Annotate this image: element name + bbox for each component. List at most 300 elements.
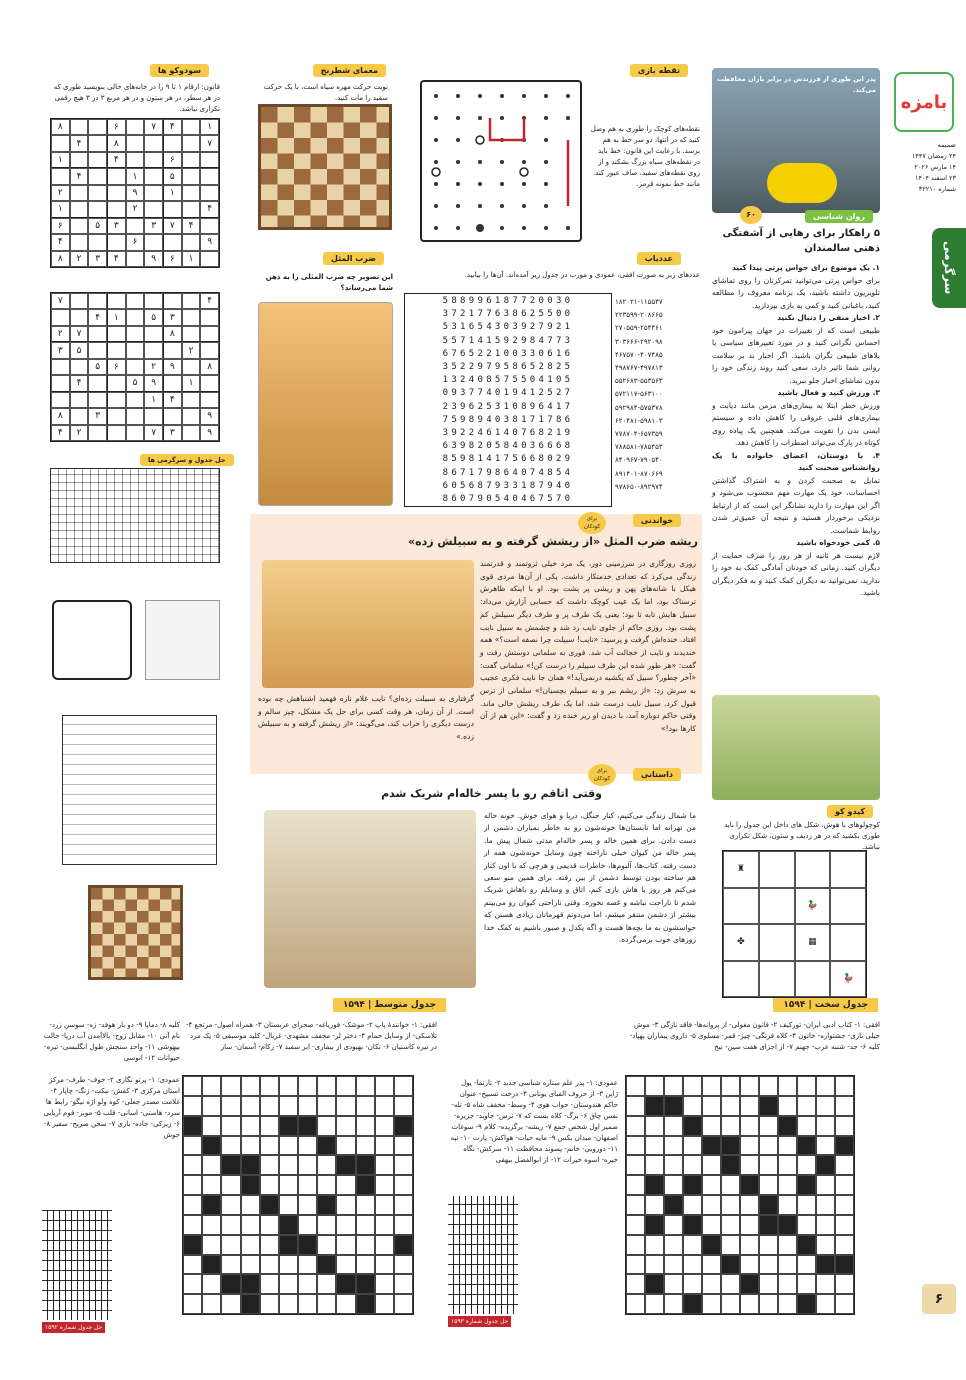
- crossword-cell[interactable]: [279, 1195, 298, 1215]
- crossword-cell[interactable]: [797, 1175, 816, 1195]
- crossword-cell[interactable]: [221, 1274, 240, 1294]
- crossword-cell[interactable]: [702, 1274, 721, 1294]
- crossword-cell[interactable]: [778, 1076, 797, 1096]
- crossword-cell[interactable]: [375, 1235, 394, 1255]
- sudoku-cell[interactable]: [163, 135, 182, 151]
- crossword-cell[interactable]: [317, 1096, 336, 1116]
- crossword-cell[interactable]: [183, 1195, 202, 1215]
- sudoku-cell[interactable]: [126, 152, 145, 168]
- sudoku-cell[interactable]: ۹: [200, 425, 219, 441]
- crossword-cell[interactable]: [740, 1175, 759, 1195]
- crossword-cell[interactable]: [835, 1076, 854, 1096]
- crossword-cell[interactable]: [241, 1155, 260, 1175]
- crossword-cell[interactable]: [317, 1155, 336, 1175]
- crossword-cell[interactable]: [740, 1155, 759, 1175]
- crossword-cell[interactable]: [816, 1136, 835, 1156]
- crossword-cell[interactable]: [183, 1076, 202, 1096]
- crossword-cell[interactable]: [394, 1096, 413, 1116]
- crossword-cell[interactable]: [221, 1116, 240, 1136]
- crossword-cell[interactable]: [797, 1255, 816, 1275]
- sudoku-cell[interactable]: [126, 135, 145, 151]
- crossword-cell[interactable]: [221, 1175, 240, 1195]
- sudoku-cell[interactable]: [200, 168, 219, 184]
- crossword-cell[interactable]: [241, 1235, 260, 1255]
- sudoku-cell[interactable]: [70, 392, 89, 408]
- sudoku-cell[interactable]: [144, 293, 163, 309]
- crossword-cell[interactable]: [279, 1076, 298, 1096]
- sudoku-cell[interactable]: ۸: [51, 251, 70, 267]
- crossword-cell[interactable]: [626, 1155, 645, 1175]
- crossword-cell[interactable]: [759, 1175, 778, 1195]
- crossword-cell[interactable]: [740, 1294, 759, 1314]
- crossword-cell[interactable]: [740, 1096, 759, 1116]
- crossword-cell[interactable]: [221, 1076, 240, 1096]
- crossword-cell[interactable]: [816, 1294, 835, 1314]
- crossword-cell[interactable]: [702, 1155, 721, 1175]
- crossword-cell[interactable]: [816, 1096, 835, 1116]
- crossword-cell[interactable]: [375, 1274, 394, 1294]
- crossword-cell[interactable]: [336, 1215, 355, 1235]
- crossword-cell[interactable]: [626, 1255, 645, 1275]
- crossword-cell[interactable]: [626, 1215, 645, 1235]
- crossword-cell[interactable]: [356, 1076, 375, 1096]
- crossword-cell[interactable]: [721, 1195, 740, 1215]
- crossword-cell[interactable]: [626, 1294, 645, 1314]
- sudoku-cell[interactable]: ۱: [51, 152, 70, 168]
- crossword-cell[interactable]: [375, 1294, 394, 1314]
- crossword-cell[interactable]: [202, 1096, 221, 1116]
- crossword-cell[interactable]: [759, 1274, 778, 1294]
- crossword-cell[interactable]: [183, 1155, 202, 1175]
- crossword-cell[interactable]: [740, 1274, 759, 1294]
- crossword-cell[interactable]: [202, 1235, 221, 1255]
- crossword-cell[interactable]: [626, 1235, 645, 1255]
- sudoku-cell[interactable]: [163, 375, 182, 391]
- sudoku-cell[interactable]: ۳: [163, 425, 182, 441]
- sudoku-cell[interactable]: [88, 168, 107, 184]
- crossword-cell[interactable]: [645, 1215, 664, 1235]
- sudoku-cell[interactable]: ۷: [163, 218, 182, 234]
- sudoku-cell[interactable]: [88, 152, 107, 168]
- crossword-cell[interactable]: [740, 1255, 759, 1275]
- sudoku-cell[interactable]: [182, 168, 201, 184]
- crossword-cell[interactable]: [759, 1155, 778, 1175]
- sudoku-cell[interactable]: [200, 251, 219, 267]
- sudoku-cell[interactable]: [126, 251, 145, 267]
- crossword-cell[interactable]: [721, 1096, 740, 1116]
- crossword-cell[interactable]: [626, 1116, 645, 1136]
- sudoku-cell[interactable]: ۲: [182, 342, 201, 358]
- crossword-cell[interactable]: [740, 1195, 759, 1215]
- crossword-cell[interactable]: [702, 1215, 721, 1235]
- crossword-cell[interactable]: [721, 1255, 740, 1275]
- sudoku-cell[interactable]: [182, 326, 201, 342]
- crossword-cell[interactable]: [645, 1096, 664, 1116]
- sudoku-cell[interactable]: [88, 201, 107, 217]
- crossword-cell[interactable]: [317, 1294, 336, 1314]
- sudoku-cell[interactable]: ۷: [70, 326, 89, 342]
- crossword-cell[interactable]: [759, 1294, 778, 1314]
- sudoku-cell[interactable]: [107, 408, 126, 424]
- sudoku-cell[interactable]: [70, 218, 89, 234]
- sudoku-cell[interactable]: ۲: [70, 251, 89, 267]
- sudoku-cell[interactable]: [70, 293, 89, 309]
- crossword-cell[interactable]: [356, 1274, 375, 1294]
- sudoku-cell[interactable]: ۴: [51, 425, 70, 441]
- crossword-cell[interactable]: [683, 1136, 702, 1156]
- crossword-cell[interactable]: [260, 1255, 279, 1275]
- chess-board[interactable]: [258, 104, 392, 230]
- sudoku-cell[interactable]: [107, 392, 126, 408]
- crossword-cell[interactable]: [645, 1136, 664, 1156]
- crossword-cell[interactable]: [816, 1175, 835, 1195]
- sudoku-cell[interactable]: ۹: [163, 359, 182, 375]
- sudoku-cell[interactable]: [126, 326, 145, 342]
- crossword-cell[interactable]: [356, 1255, 375, 1275]
- sudoku-cell[interactable]: ۱: [163, 185, 182, 201]
- sudoku-cell[interactable]: [200, 326, 219, 342]
- crossword-cell[interactable]: [317, 1136, 336, 1156]
- crossword-cell[interactable]: [664, 1096, 683, 1116]
- crossword-cell[interactable]: [778, 1294, 797, 1314]
- crossword-cell[interactable]: [260, 1294, 279, 1314]
- crossword-cell[interactable]: [645, 1255, 664, 1275]
- sudoku-cell[interactable]: [182, 293, 201, 309]
- crossword-cell[interactable]: [279, 1294, 298, 1314]
- sudoku-cell[interactable]: ۸: [200, 359, 219, 375]
- sudoku-cell[interactable]: [144, 326, 163, 342]
- crossword-cell[interactable]: [702, 1096, 721, 1116]
- sudoku-cell[interactable]: [126, 218, 145, 234]
- crossword-cell[interactable]: [740, 1136, 759, 1156]
- sudoku-cell[interactable]: [182, 425, 201, 441]
- crossword-cell[interactable]: [778, 1116, 797, 1136]
- crossword-cell[interactable]: [626, 1136, 645, 1156]
- crossword-cell[interactable]: [645, 1195, 664, 1215]
- crossword-cell[interactable]: [702, 1175, 721, 1195]
- crossword-cell[interactable]: [221, 1136, 240, 1156]
- sudoku-cell[interactable]: ۴: [70, 375, 89, 391]
- crossword-cell[interactable]: [797, 1116, 816, 1136]
- crossword-cell[interactable]: [797, 1235, 816, 1255]
- sudoku-grid-2[interactable]: [50, 292, 220, 442]
- crossword-cell[interactable]: [336, 1195, 355, 1215]
- crossword-cell[interactable]: [317, 1255, 336, 1275]
- crossword-cell[interactable]: [645, 1076, 664, 1096]
- sudoku-cell[interactable]: ۸: [107, 135, 126, 151]
- crossword-cell[interactable]: [683, 1155, 702, 1175]
- crossword-cell[interactable]: [336, 1136, 355, 1156]
- crossword-cell[interactable]: [778, 1235, 797, 1255]
- sudoku-cell[interactable]: ۳: [107, 218, 126, 234]
- sudoku-cell[interactable]: [107, 185, 126, 201]
- crossword-cell[interactable]: [183, 1294, 202, 1314]
- sudoku-cell[interactable]: [88, 425, 107, 441]
- sudoku-cell[interactable]: [88, 375, 107, 391]
- crossword-cell[interactable]: [279, 1235, 298, 1255]
- sudoku-cell[interactable]: ۶: [107, 359, 126, 375]
- crossword-cell[interactable]: [683, 1274, 702, 1294]
- sudoku-cell[interactable]: ۶: [107, 119, 126, 135]
- crossword-cell[interactable]: [683, 1195, 702, 1215]
- crossword-cell[interactable]: [394, 1215, 413, 1235]
- crossword-cell[interactable]: [183, 1136, 202, 1156]
- crossword-cell[interactable]: [664, 1215, 683, 1235]
- sudoku-cell[interactable]: [51, 375, 70, 391]
- sudoku-cell[interactable]: [200, 152, 219, 168]
- sudoku-cell[interactable]: ۶: [163, 152, 182, 168]
- crossword-cell[interactable]: [702, 1116, 721, 1136]
- crossword-cell[interactable]: [336, 1155, 355, 1175]
- crossword-cell[interactable]: [797, 1195, 816, 1215]
- sudoku-cell[interactable]: [163, 293, 182, 309]
- crossword-cell[interactable]: [394, 1155, 413, 1175]
- crossword-cell[interactable]: [260, 1116, 279, 1136]
- crossword-cell[interactable]: [797, 1096, 816, 1116]
- sudoku-cell[interactable]: [126, 359, 145, 375]
- crossword-cell[interactable]: [279, 1215, 298, 1235]
- crossword-cell[interactable]: [797, 1136, 816, 1156]
- crossword-cell[interactable]: [298, 1255, 317, 1275]
- sudoku-cell[interactable]: ۶: [51, 218, 70, 234]
- crossword-cell[interactable]: [797, 1215, 816, 1235]
- crossword-cell[interactable]: [336, 1096, 355, 1116]
- crossword-cell[interactable]: [702, 1195, 721, 1215]
- crossword-cell[interactable]: [645, 1116, 664, 1136]
- crossword-cell[interactable]: [721, 1116, 740, 1136]
- crossword-cell[interactable]: [740, 1076, 759, 1096]
- sudoku-cell[interactable]: [144, 168, 163, 184]
- crossword-cell[interactable]: [221, 1235, 240, 1255]
- cw1-grid[interactable]: [625, 1075, 855, 1315]
- sudoku-cell[interactable]: ۵: [126, 375, 145, 391]
- crossword-cell[interactable]: [721, 1235, 740, 1255]
- crossword-cell[interactable]: [298, 1294, 317, 1314]
- sudoku-cell[interactable]: [182, 408, 201, 424]
- sudoku-cell[interactable]: [88, 326, 107, 342]
- sudoku-cell[interactable]: ۴: [70, 168, 89, 184]
- crossword-cell[interactable]: [664, 1175, 683, 1195]
- sudoku-cell[interactable]: ۴: [200, 201, 219, 217]
- crossword-cell[interactable]: [778, 1274, 797, 1294]
- crossword-cell[interactable]: [221, 1215, 240, 1235]
- crossword-cell[interactable]: [298, 1116, 317, 1136]
- kidoku-grid[interactable]: [722, 850, 867, 998]
- crossword-cell[interactable]: [394, 1195, 413, 1215]
- crossword-cell[interactable]: [835, 1175, 854, 1195]
- crossword-cell[interactable]: [759, 1235, 778, 1255]
- crossword-cell[interactable]: [183, 1096, 202, 1116]
- sudoku-cell[interactable]: ۸: [51, 408, 70, 424]
- crossword-cell[interactable]: [664, 1294, 683, 1314]
- sudoku-cell[interactable]: ۴: [182, 218, 201, 234]
- crossword-cell[interactable]: [664, 1235, 683, 1255]
- crossword-cell[interactable]: [740, 1235, 759, 1255]
- crossword-cell[interactable]: [375, 1215, 394, 1235]
- sudoku-cell[interactable]: [70, 201, 89, 217]
- sudoku-cell[interactable]: ۳: [51, 342, 70, 358]
- crossword-cell[interactable]: [375, 1116, 394, 1136]
- crossword-cell[interactable]: [645, 1274, 664, 1294]
- crossword-cell[interactable]: [260, 1235, 279, 1255]
- crossword-cell[interactable]: [260, 1215, 279, 1235]
- sudoku-cell[interactable]: [182, 234, 201, 250]
- crossword-cell[interactable]: [759, 1116, 778, 1136]
- sudoku-cell[interactable]: ۴: [163, 119, 182, 135]
- sudoku-cell[interactable]: ۲: [51, 185, 70, 201]
- crossword-cell[interactable]: [241, 1195, 260, 1215]
- crossword-cell[interactable]: [356, 1136, 375, 1156]
- crossword-cell[interactable]: [241, 1136, 260, 1156]
- sudoku-cell[interactable]: ۳: [144, 218, 163, 234]
- sudoku-cell[interactable]: [88, 293, 107, 309]
- crossword-cell[interactable]: [356, 1116, 375, 1136]
- crossword-cell[interactable]: [298, 1136, 317, 1156]
- sudoku-cell[interactable]: ۱: [182, 251, 201, 267]
- crossword-cell[interactable]: [279, 1155, 298, 1175]
- crossword-cell[interactable]: [260, 1136, 279, 1156]
- sudoku-cell[interactable]: ۷: [144, 119, 163, 135]
- sudoku-cell[interactable]: ۱: [182, 375, 201, 391]
- sudoku-cell[interactable]: [182, 201, 201, 217]
- sudoku-cell[interactable]: ۳: [163, 309, 182, 325]
- crossword-cell[interactable]: [202, 1215, 221, 1235]
- crossword-cell[interactable]: [298, 1215, 317, 1235]
- crossword-cell[interactable]: [683, 1235, 702, 1255]
- sudoku-cell[interactable]: [163, 408, 182, 424]
- crossword-cell[interactable]: [298, 1195, 317, 1215]
- sudoku-cell[interactable]: [70, 408, 89, 424]
- sudoku-cell[interactable]: ۹: [126, 185, 145, 201]
- crossword-cell[interactable]: [702, 1136, 721, 1156]
- sudoku-cell[interactable]: ۶: [126, 234, 145, 250]
- sudoku-cell[interactable]: ۵: [88, 359, 107, 375]
- crossword-cell[interactable]: [202, 1294, 221, 1314]
- sudoku-cell[interactable]: ۱: [107, 309, 126, 325]
- crossword-cell[interactable]: [759, 1076, 778, 1096]
- adadyab-grid[interactable]: [404, 293, 612, 507]
- crossword-cell[interactable]: [202, 1274, 221, 1294]
- crossword-cell[interactable]: [221, 1155, 240, 1175]
- sudoku-cell[interactable]: ۹: [144, 251, 163, 267]
- sudoku-cell[interactable]: [200, 218, 219, 234]
- sudoku-cell[interactable]: ۸: [51, 119, 70, 135]
- crossword-cell[interactable]: [664, 1255, 683, 1275]
- crossword-cell[interactable]: [835, 1116, 854, 1136]
- crossword-cell[interactable]: [241, 1274, 260, 1294]
- crossword-cell[interactable]: [664, 1155, 683, 1175]
- crossword-cell[interactable]: [375, 1255, 394, 1275]
- crossword-cell[interactable]: [336, 1274, 355, 1294]
- crossword-cell[interactable]: [260, 1175, 279, 1195]
- crossword-cell[interactable]: [336, 1116, 355, 1136]
- crossword-cell[interactable]: [336, 1255, 355, 1275]
- crossword-cell[interactable]: [816, 1116, 835, 1136]
- crossword-cell[interactable]: [260, 1096, 279, 1116]
- crossword-cell[interactable]: [375, 1076, 394, 1096]
- sudoku-cell[interactable]: ۱: [126, 168, 145, 184]
- cw2-grid[interactable]: [182, 1075, 414, 1315]
- sudoku-cell[interactable]: [144, 185, 163, 201]
- crossword-cell[interactable]: [759, 1215, 778, 1235]
- sudoku-cell[interactable]: [88, 185, 107, 201]
- sudoku-cell[interactable]: ۲: [70, 425, 89, 441]
- sudoku-cell[interactable]: [200, 392, 219, 408]
- crossword-cell[interactable]: [664, 1076, 683, 1096]
- crossword-cell[interactable]: [356, 1235, 375, 1255]
- sudoku-cell[interactable]: [182, 359, 201, 375]
- sudoku-cell[interactable]: ۲: [126, 201, 145, 217]
- crossword-cell[interactable]: [336, 1235, 355, 1255]
- sudoku-cell[interactable]: [182, 152, 201, 168]
- crossword-cell[interactable]: [721, 1215, 740, 1235]
- crossword-cell[interactable]: [645, 1175, 664, 1195]
- sudoku-cell[interactable]: ۶: [163, 251, 182, 267]
- crossword-cell[interactable]: [816, 1255, 835, 1275]
- crossword-cell[interactable]: [778, 1175, 797, 1195]
- crossword-cell[interactable]: [394, 1274, 413, 1294]
- crossword-cell[interactable]: [241, 1255, 260, 1275]
- sudoku-cell[interactable]: ۵: [70, 342, 89, 358]
- crossword-cell[interactable]: [336, 1175, 355, 1195]
- crossword-cell[interactable]: [759, 1255, 778, 1275]
- crossword-cell[interactable]: [241, 1175, 260, 1195]
- crossword-cell[interactable]: [241, 1215, 260, 1235]
- crossword-cell[interactable]: [298, 1076, 317, 1096]
- crossword-cell[interactable]: [202, 1116, 221, 1136]
- crossword-cell[interactable]: [626, 1076, 645, 1096]
- sudoku-cell[interactable]: [200, 342, 219, 358]
- crossword-cell[interactable]: [317, 1274, 336, 1294]
- crossword-cell[interactable]: [778, 1096, 797, 1116]
- crossword-cell[interactable]: [317, 1076, 336, 1096]
- sudoku-cell[interactable]: ۸: [163, 326, 182, 342]
- crossword-cell[interactable]: [683, 1215, 702, 1235]
- sudoku-cell[interactable]: [126, 119, 145, 135]
- sudoku-cell[interactable]: [126, 392, 145, 408]
- crossword-cell[interactable]: [816, 1195, 835, 1215]
- sudoku-cell[interactable]: [182, 309, 201, 325]
- crossword-cell[interactable]: [298, 1274, 317, 1294]
- crossword-cell[interactable]: [356, 1155, 375, 1175]
- crossword-cell[interactable]: [721, 1294, 740, 1314]
- crossword-cell[interactable]: [778, 1215, 797, 1235]
- crossword-cell[interactable]: [645, 1155, 664, 1175]
- crossword-cell[interactable]: [626, 1195, 645, 1215]
- crossword-cell[interactable]: [759, 1096, 778, 1116]
- crossword-cell[interactable]: [702, 1294, 721, 1314]
- crossword-cell[interactable]: [645, 1235, 664, 1255]
- crossword-cell[interactable]: [394, 1294, 413, 1314]
- sudoku-cell[interactable]: ۳: [88, 251, 107, 267]
- crossword-cell[interactable]: [816, 1235, 835, 1255]
- sudoku-cell[interactable]: ۴: [88, 309, 107, 325]
- crossword-cell[interactable]: [183, 1175, 202, 1195]
- crossword-cell[interactable]: [721, 1136, 740, 1156]
- crossword-cell[interactable]: [626, 1274, 645, 1294]
- crossword-cell[interactable]: [375, 1175, 394, 1195]
- sudoku-cell[interactable]: [51, 359, 70, 375]
- crossword-cell[interactable]: [778, 1195, 797, 1215]
- sudoku-cell[interactable]: [107, 326, 126, 342]
- sudoku-cell[interactable]: [200, 309, 219, 325]
- sudoku-cell[interactable]: [126, 425, 145, 441]
- sudoku-cell[interactable]: [107, 201, 126, 217]
- crossword-cell[interactable]: [721, 1155, 740, 1175]
- crossword-cell[interactable]: [375, 1096, 394, 1116]
- sudoku-cell[interactable]: [88, 392, 107, 408]
- crossword-cell[interactable]: [702, 1076, 721, 1096]
